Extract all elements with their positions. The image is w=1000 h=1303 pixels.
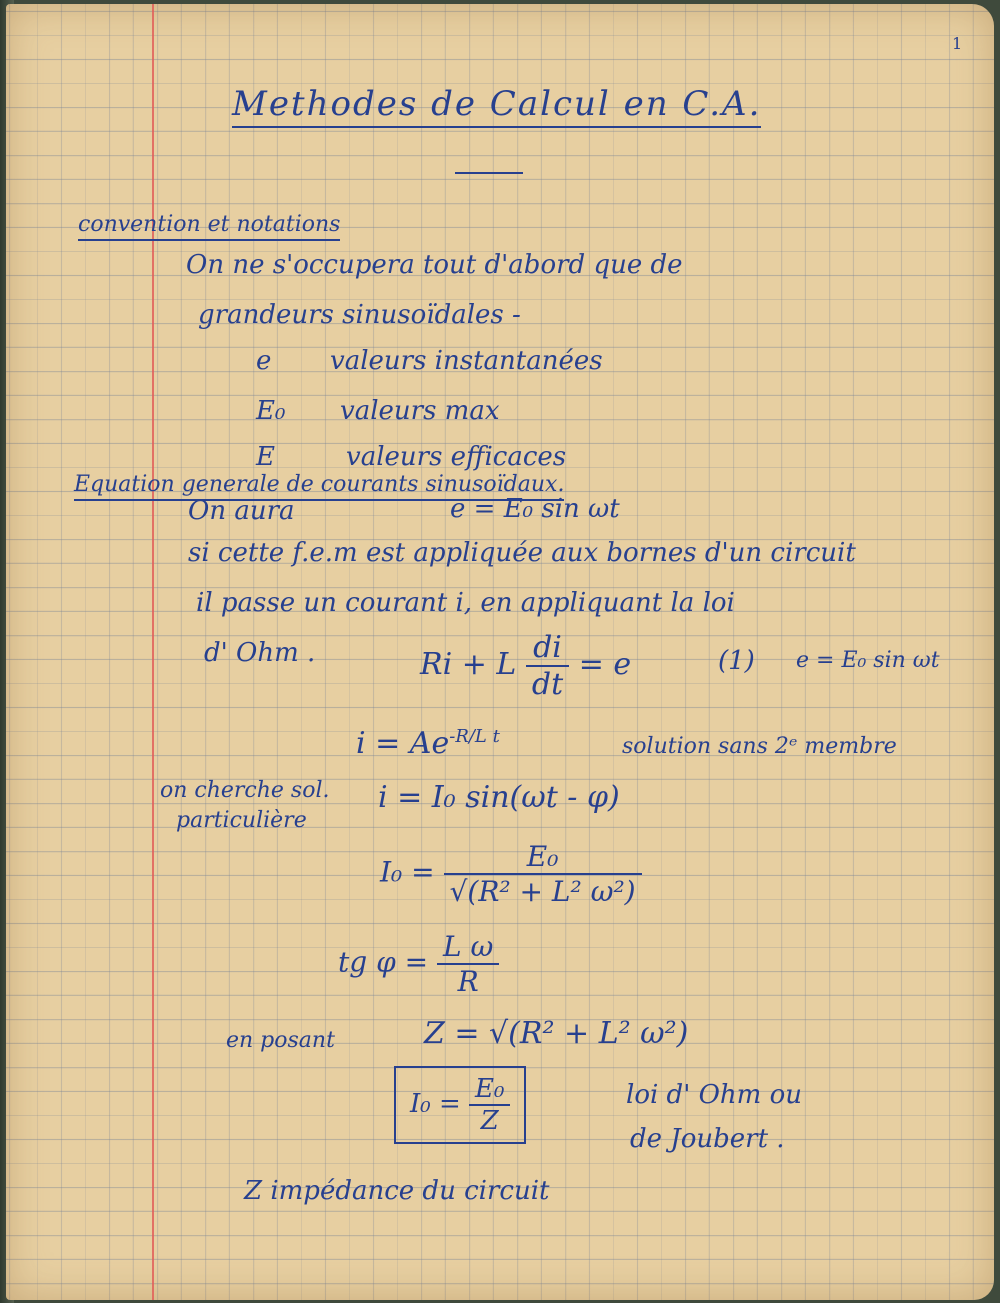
intro-line-1: On ne s'occupera tout d'abord que de [186,250,683,280]
notation-symbol: e [256,346,272,376]
law-line-1: loi d' Ohm ou [626,1080,802,1110]
eq5-numerator: L ω [437,930,499,965]
page-title: Methodes de Calcul en C.A. [232,84,761,128]
equation-3: i = I₀ sin(ωt - φ) [378,780,620,815]
eq4-fraction [444,840,642,908]
notation-desc: valeurs max [340,396,500,426]
eq2-note: solution sans 2ᵉ membre [622,734,897,759]
equation-1 [420,630,631,702]
intro-line-2: grandeurs sinusoïdales - [198,300,521,330]
line2-text: si cette f.e.m est appliquée aux bornes d'un circuit [188,538,856,568]
line4-text: d' Ohm . [204,638,316,668]
equation-6: Z = √(R² + L² ω²) [424,1016,689,1051]
boxed-numerator: E₀ [469,1074,510,1106]
law-line-2: de Joubert . [630,1124,785,1154]
side-note-2: particulière [176,808,307,833]
eq1-denominator: dt [531,667,564,702]
eq1-numerator: di [526,630,569,667]
eq1-fraction [526,630,569,702]
eq1-right: = e [578,647,632,682]
eq1-left: Ri + L [420,647,517,682]
eq4-left: I₀ = [380,855,435,889]
boxed-equation [394,1066,526,1144]
title-separator [455,172,523,174]
last-line: Z impédance du circuit [244,1176,550,1206]
page-number: 1 [952,34,963,53]
line1-equation: e = E₀ sin ωt [450,494,620,524]
notation-symbol: E₀ [256,396,286,426]
notation-symbol: E [256,442,275,472]
notation-desc: valeurs efficaces [346,442,567,472]
eq4-numerator: E₀ [444,840,642,875]
side-note-1: on cherche sol. [160,778,330,803]
equation-4 [380,840,642,908]
eq5-fraction [437,930,499,998]
eq2-exponent: -R/L t [449,726,500,747]
margin-line [152,4,154,1300]
eq1-note: e = E₀ sin ωt [796,648,940,673]
notation-desc: valeurs instantanées [330,346,603,376]
boxed-fraction [469,1074,510,1136]
eq2-main: i = Ae [356,726,450,761]
section-heading-conventions: convention et notations [78,212,340,241]
eq4-denominator: √(R² + L² ω²) [449,875,636,908]
eq5-left: tg φ = [338,945,429,979]
section-heading-equation: Equation generale de courants sinusoïdaux. [74,472,564,501]
line3-text: il passe un courant i, en appliquant la loi [196,588,735,618]
equation-5 [338,930,499,998]
boxed-denominator: Z [480,1106,499,1136]
equation-2 [356,726,500,761]
line1-text: On aura [188,496,295,526]
eq1-number: (1) [718,646,755,676]
eq5-denominator: R [457,965,479,998]
boxed-left: I₀ = [410,1089,461,1119]
eq6-text: en posant [226,1028,335,1053]
